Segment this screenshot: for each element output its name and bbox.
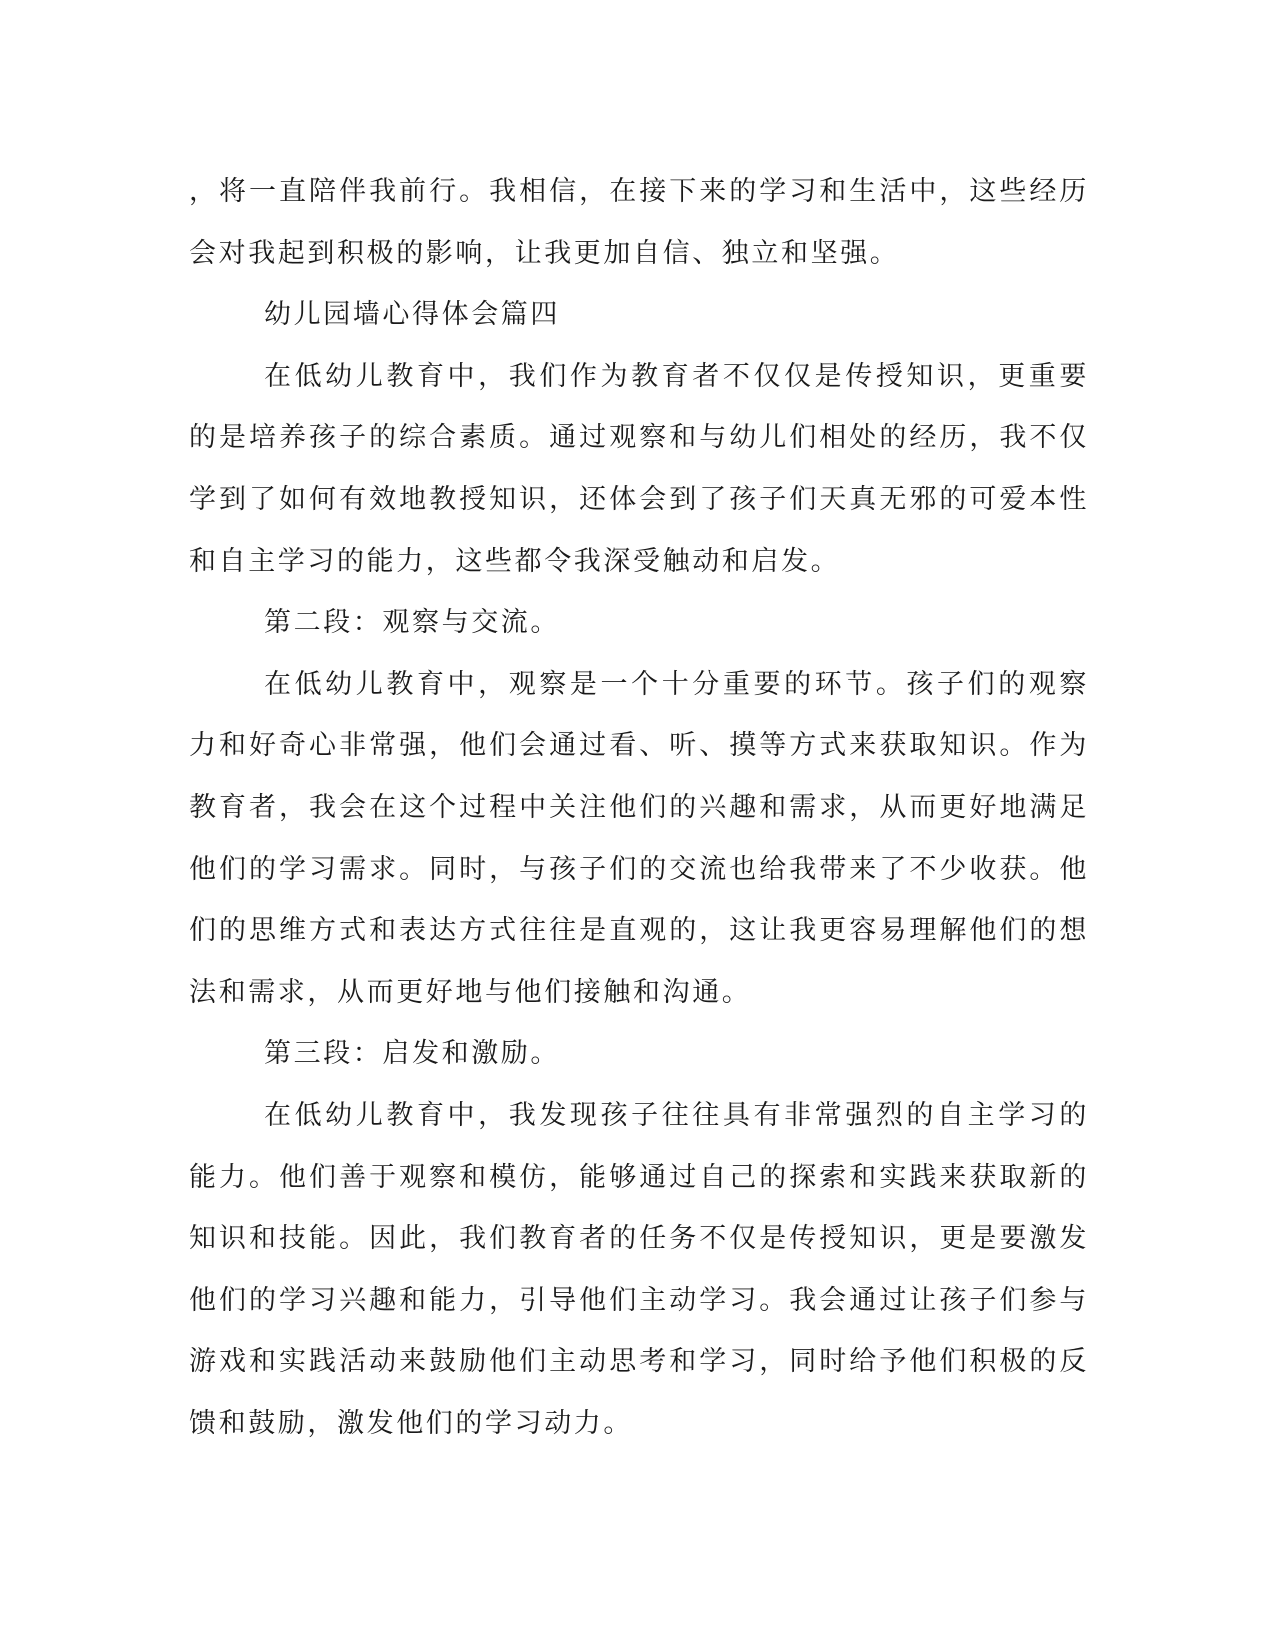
paragraph-intro: 在低幼儿教育中，我们作为教育者不仅仅是传授知识，更重要的是培养孩子的综合素质。通过观察和与幼儿们相处的经历，我不仅学到了如何有效地教授知识，还体会到了孩子们天真无邪的可爱本性和自主学习的能力，这些都令我深受触动和启发。 [189,360,1089,577]
document-body [189,161,1089,1454]
section-subheading-2: 第二段：观察与交流。 [264,607,560,639]
section-heading: 幼儿园墙心得体会篇四 [264,299,560,331]
paragraph-inspiration: 在低幼儿教育中，我发现孩子往往具有非常强烈的自主学习的能力。他们善于观察和模仿，能够通过自己的探索和实践来获取新的知识和技能。因此，我们教育者的任务不仅是传授知识，更是要激发他们的学习兴趣和能力，引导他们主动学习。我会通过让孩子们参与游戏和实践活动来鼓励他们主动思考和学习，同时给予他们积极的反馈和鼓励，激发他们的学习动力。 [189,1099,1089,1439]
paragraph-continuation: ，将一直陪伴我前行。我相信，在接下来的学习和生活中，这些经历会对我起到积极的影响，让我更加自信、独立和坚强。 [189,176,1089,269]
section-subheading-3: 第三段：启发和激励。 [264,1038,560,1070]
paragraph-observation: 在低幼儿教育中，观察是一个十分重要的环节。孩子们的观察力和好奇心非常强，他们会通过看、听、摸等方式来获取知识。作为教育者，我会在这个过程中关注他们的兴趣和需求，从而更好地满足他们的学习需求。同时，与孩子们的交流也给我带来了不少收获。他们的思维方式和表达方式往往是直观的，这让我更容易理解他们的想法和需求，从而更好地与他们接触和沟通。 [189,668,1089,1008]
